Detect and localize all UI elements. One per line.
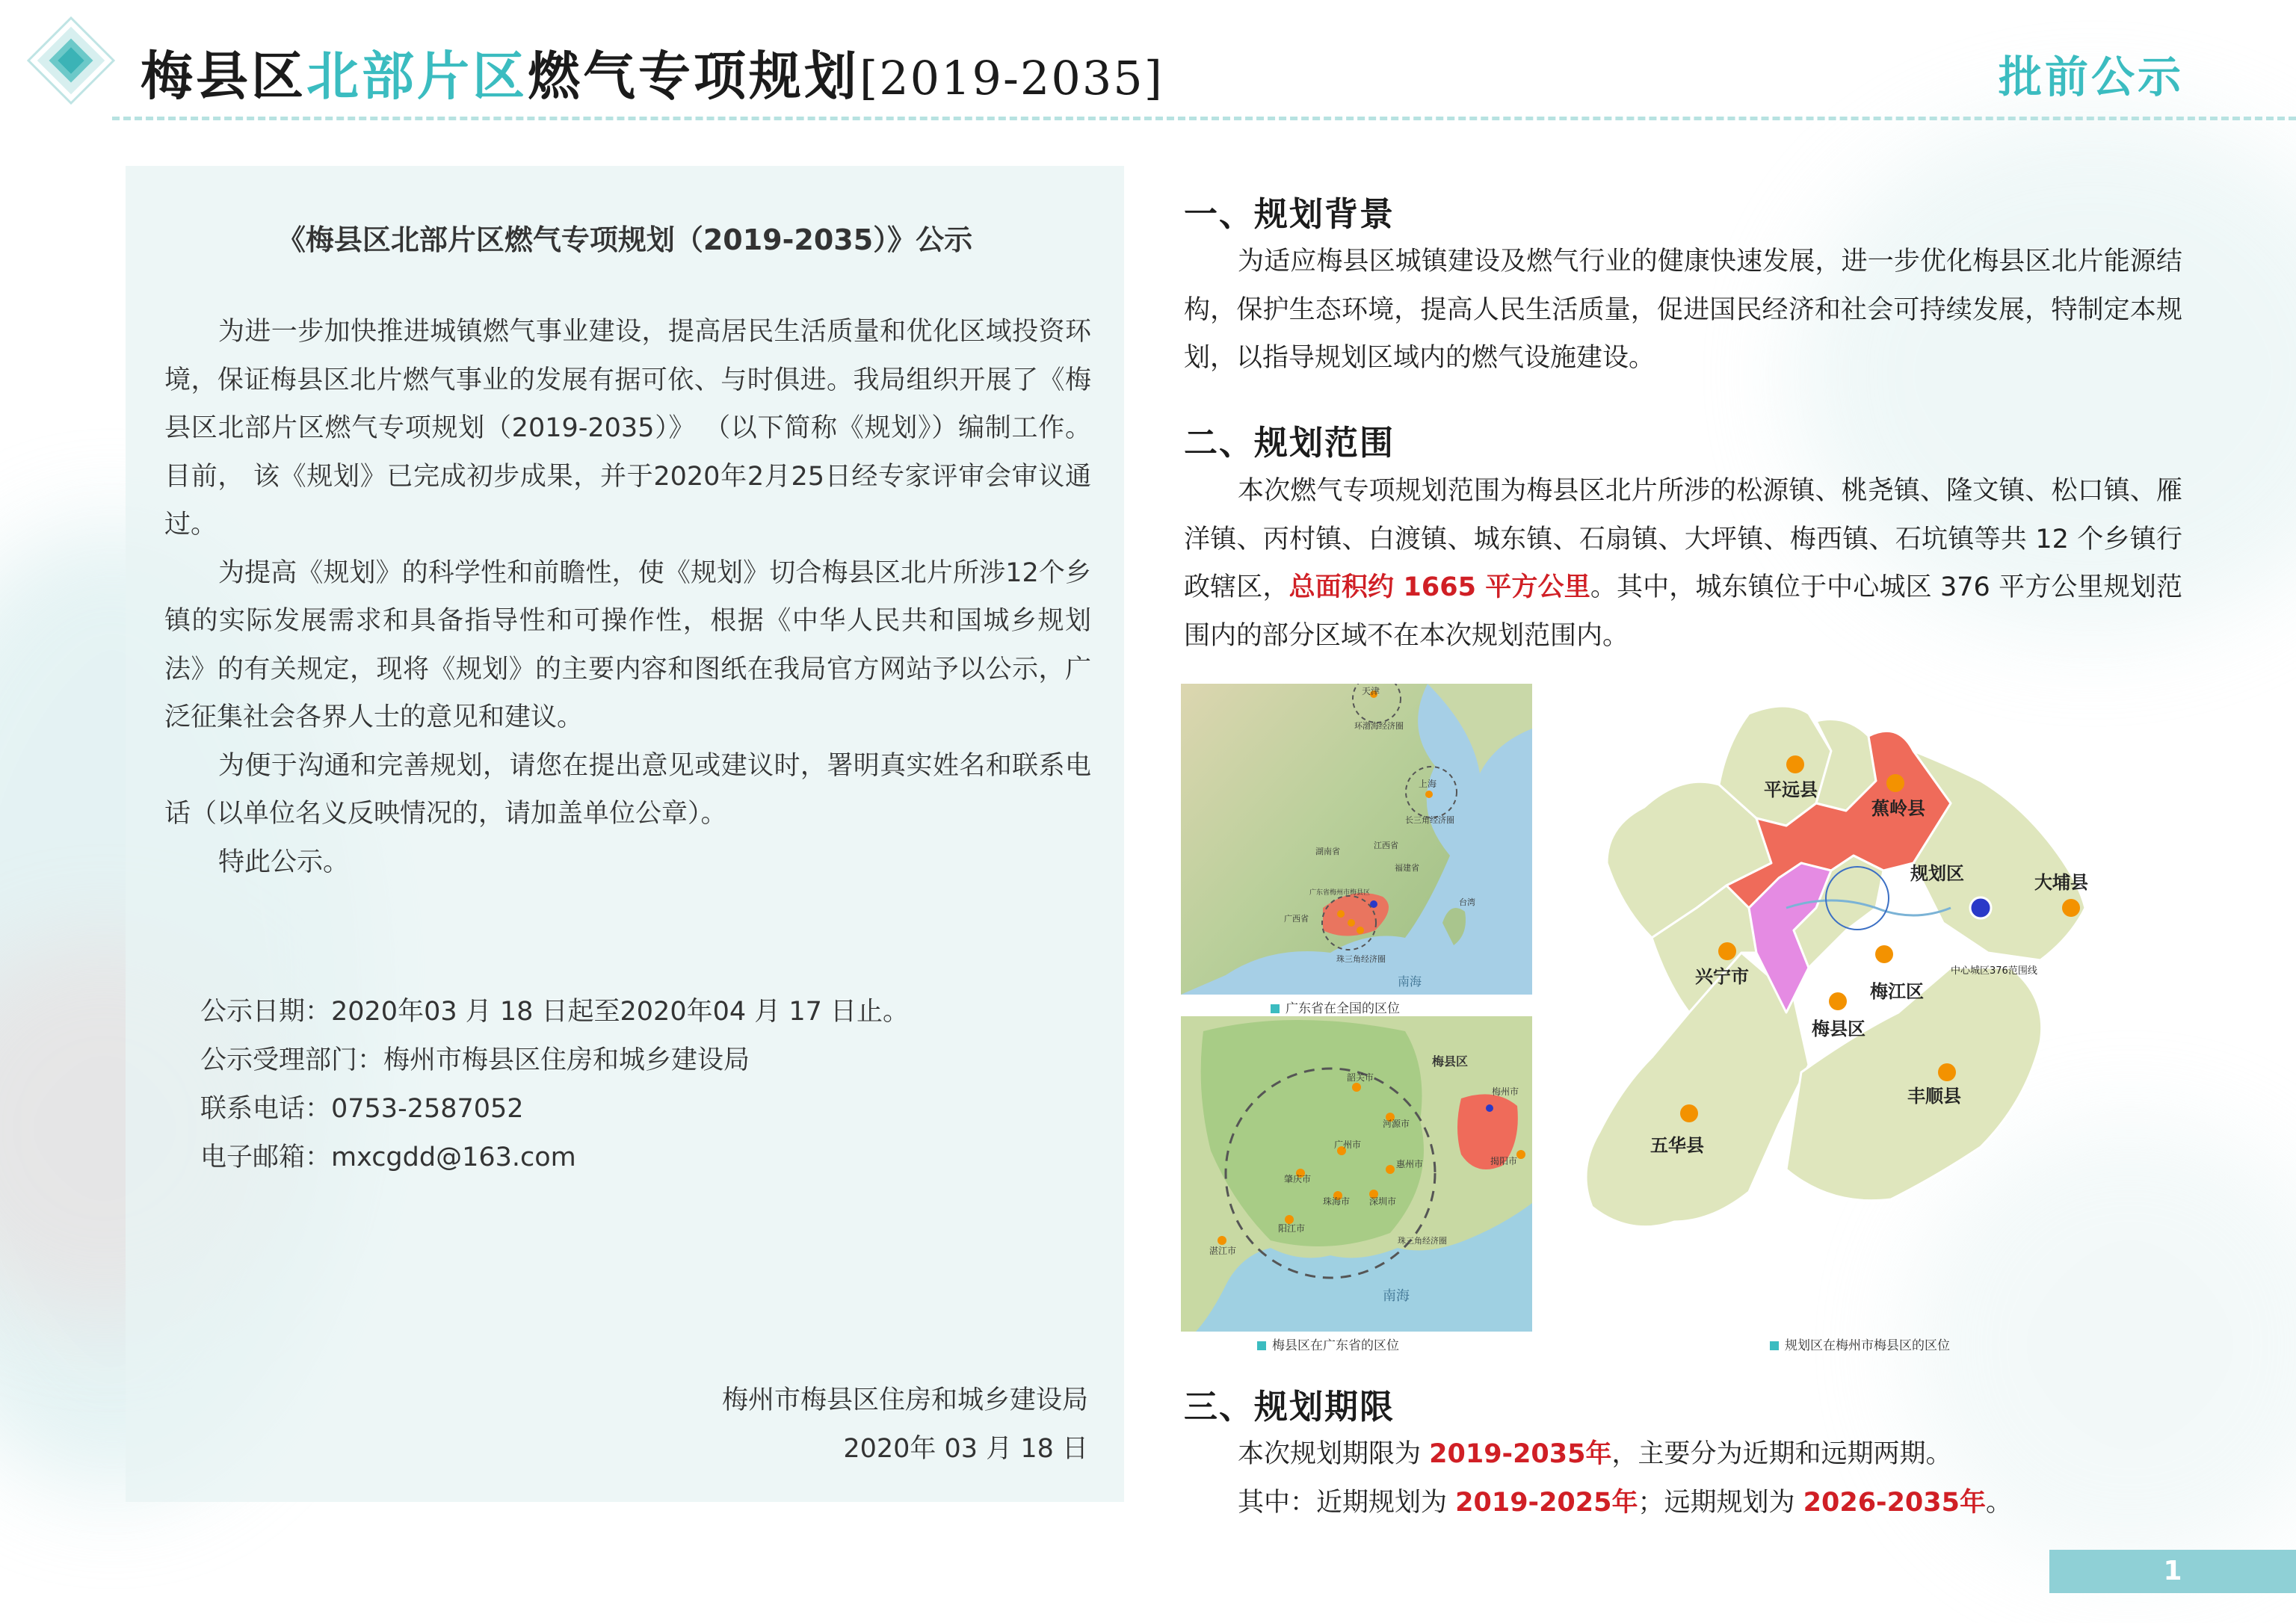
map-label: 天津 [1362,686,1380,696]
total-area: 总面积约 1665 平方公里 [1289,572,1590,602]
map-label: 梅江区 [1870,981,1924,1002]
map-label: 上海 [1419,779,1437,789]
notice-panel [126,166,1124,1502]
notice-date: 公示日期：2020年03 月 18 日起至2020年04 月 17 日止。 [200,997,910,1027]
notice-body [164,308,1091,886]
map-label: 南海 [1398,974,1422,989]
map-label: 深圳市 [1369,1196,1397,1207]
map-label: 梅县区 [1432,1054,1469,1069]
period-total: 2019-2035年 [1429,1439,1612,1469]
map-caption-meizhou: 规划区在梅州市梅县区的区位 [1770,1335,1950,1353]
notice-paragraph: 为提高《规划》的科学性和前瞻性，使《规划》切合梅县区北片所涉12个乡镇的实际发展需求和具备指导性和可操作性，根据《中华人民共和国城乡规划法》的有关规定，现将《规划》的主要内容和图纸在我局官方网站予以公示，广泛征集社会各界人士的意见和建议。 [164,557,1091,732]
notice-paragraph: 为便于沟通和完善规划，请您在提出意见或建议时，署明真实姓名和联系电话（以单位名义反映情况的，请加盖单位公章）。 [164,750,1091,829]
period-near: 2019-2025年 [1455,1487,1638,1518]
map-label: 梅州市 [1492,1086,1519,1097]
map-label: 大埔县 [2034,872,2088,893]
page-header [0,0,2296,127]
section-text-scope: 本次燃气专项规划范围为梅县区北片所涉的松源镇、桃尧镇、隆文镇、松口镇、雁洋镇、丙村镇、白渡镇、城东镇、石扇镇、大坪镇、梅西镇、石坑镇等共 12 个乡镇行政辖区，总面积约 1665 平方公里。其中，城东镇位于中心城区 376 平方公里规划范围内的部分区域不在本次规划范围内。 [1184,476,2182,651]
map-china [1181,684,1532,995]
page-number: 1 [2049,1550,2296,1593]
period-far: 2026-2035年 [1803,1487,1986,1518]
map-caption-guangdong: 梅县区在广东省的区位 [1257,1335,1399,1353]
map-label: 广西省 [1284,914,1309,924]
map-label: 长三角经济圈 [1405,815,1454,825]
map-label: 广东省梅州市梅县区 [1309,889,1371,897]
section-text-background: 为适应梅县区城镇建设及燃气行业的健康快速发展，进一步优化梅县区北片能源结构，保护生态环境，提高人民生活质量，促进国民经济和社会可持续发展，特制定本规划，以指导规划区域内的燃气设施建设。 [1184,247,2182,373]
section-title-period: 三、规划期限 [1184,1387,1395,1426]
map-label: 广州市 [1334,1140,1362,1150]
status-stamp: 批前公示 [1998,52,2184,102]
map-caption-china: 广东省在全国的区位 [1271,998,1400,1016]
map-label: 揭阳市 [1490,1156,1518,1166]
notice-title: 《梅县区北部片区燃气专项规划（2019-2035）》公示 [277,223,973,256]
signer: 梅州市梅县区住房和城乡建设局 [721,1385,1088,1415]
map-label: 珠三角经济圈 [1336,954,1386,964]
map-label: 梅县区 [1812,1018,1866,1039]
map-label: 规划区 [1910,863,1964,884]
map-label: 阳江市 [1278,1223,1306,1234]
section-text-period: 本次规划期限为 2019-2035年，主要分为近期和远期两期。 其中：近期规划为 2019-2025年；远期规划为 2026-2035年。 [1238,1439,2013,1518]
notice-paragraph: 为进一步加快推进城镇燃气事业建设，提高居民生活质量和优化区域投资环境，保证梅县区北片燃气事业的发展有据可依、与时俱进。我局组织开展了《梅县区北部片区燃气专项规划（2019-2035）》 （以下简称《规划》）编制工作。目前， 该《规划》已完成初步成果，并于2020年2月25日经专家评审会审议通过。 [164,317,1091,540]
header-divider [112,117,2296,120]
map-label: 湛江市 [1209,1246,1237,1256]
map-label: 中心城区376范围线 [1951,965,2037,977]
map-label: 台湾 [1459,897,1475,907]
map-meizhou [1562,684,2190,1334]
map-label: 南海 [1383,1288,1410,1304]
notice-phone: 联系电话：0753-2587052 [200,1094,524,1124]
map-label: 韶关市 [1347,1072,1374,1083]
map-label: 珠海市 [1323,1196,1351,1207]
map-label: 福建省 [1395,863,1419,873]
contact-info [200,988,909,1182]
notice-dept: 公示受理部门：梅州市梅县区住房和城乡建设局 [200,1045,750,1075]
map-guangdong [1181,1016,1532,1332]
map-label: 珠三角经济圈 [1398,1236,1447,1246]
section-title-background: 一、规划背景 [1184,194,1395,234]
map-label: 惠州市 [1396,1159,1424,1169]
notice-paragraph: 特此公示。 [218,847,350,877]
page-title: 梅县区北部片区燃气专项规划[2019-2035] [141,46,1164,107]
map-label: 兴宁市 [1695,966,1749,987]
signature-block [722,1376,1088,1474]
map-label: 环渤海经济圈 [1354,721,1404,731]
notice-email: 电子邮箱：mxcgdd@163.com [200,1143,576,1172]
sign-date: 2020年 03 月 18 日 [843,1434,1088,1464]
map-label: 肇庆市 [1284,1174,1312,1184]
map-label: 平远县 [1764,779,1818,800]
section-title-scope: 二、规划范围 [1184,423,1395,463]
diamond-logo-icon [27,16,115,105]
map-label: 蕉岭县 [1871,798,1925,819]
map-label: 五华县 [1650,1135,1704,1156]
map-label: 河源市 [1383,1119,1410,1129]
map-label: 江西省 [1374,841,1398,850]
map-label: 湖南省 [1315,847,1340,856]
map-label: 丰顺县 [1907,1086,1961,1107]
